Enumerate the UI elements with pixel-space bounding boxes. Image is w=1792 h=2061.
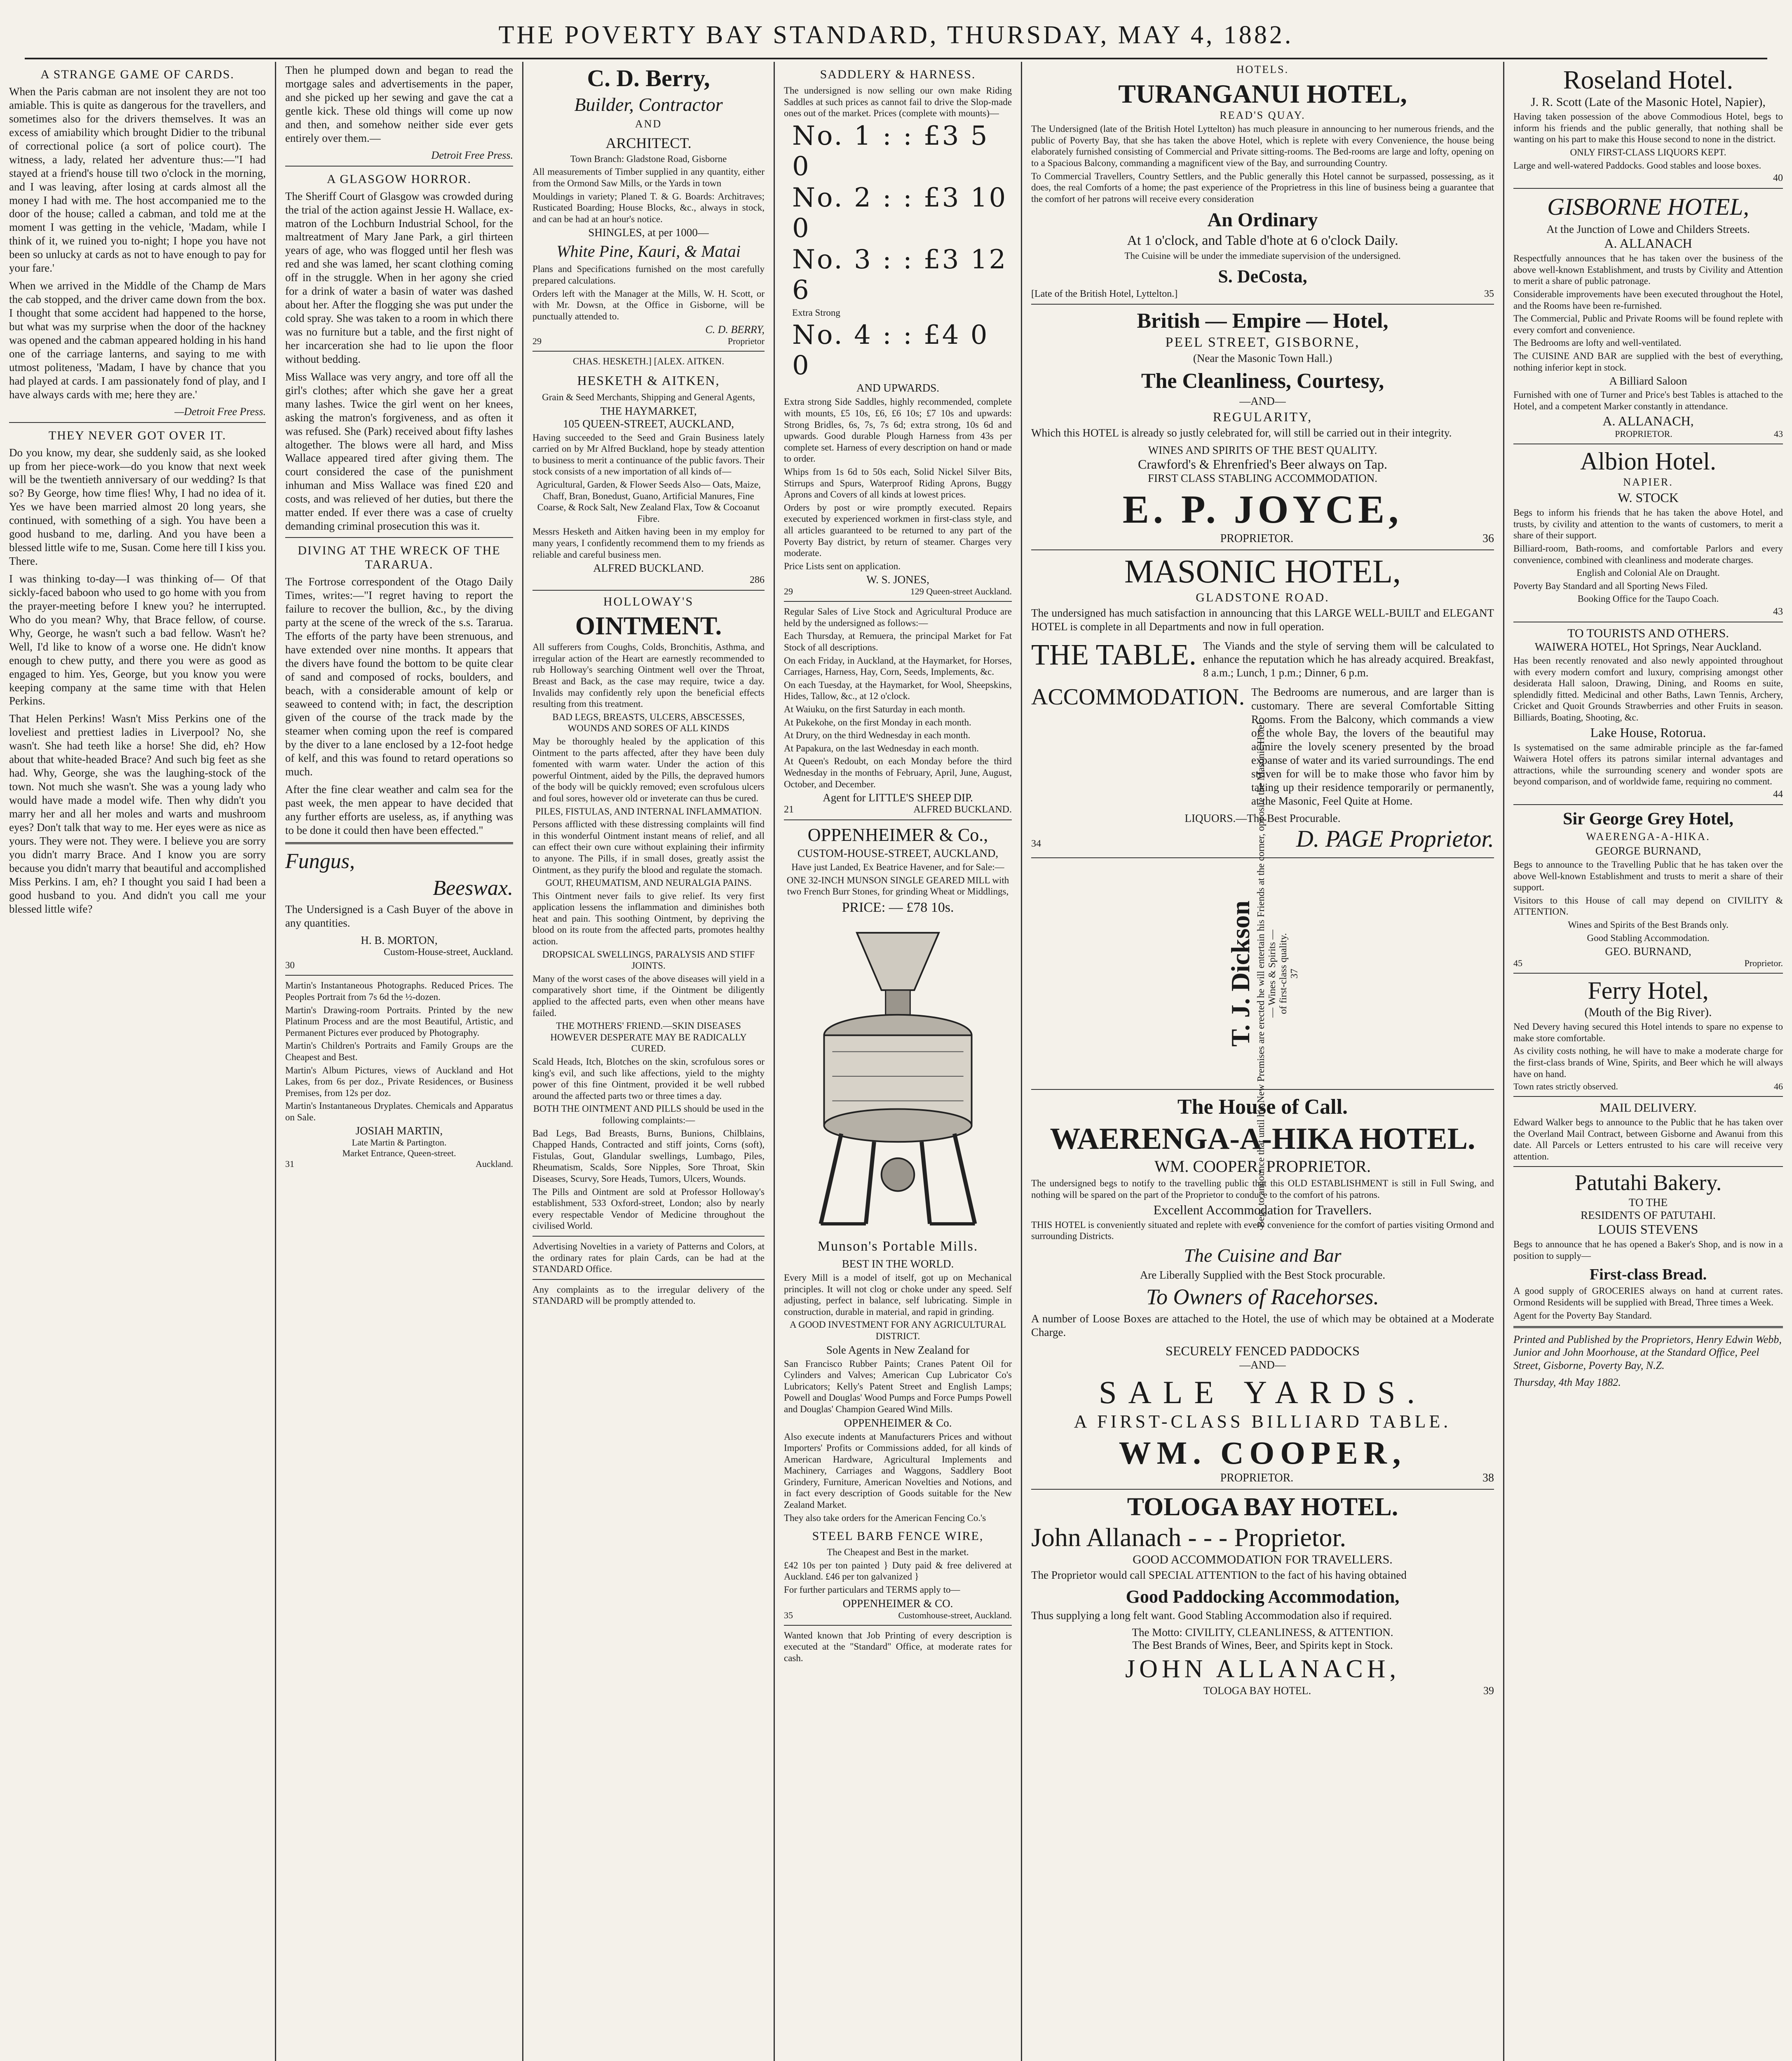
ad-text: Have just Landed, Ex Beatrice Havener, and for Sale:—: [791, 862, 1004, 873]
ad-text: RESIDENTS OF PATUTAHI.: [1581, 1209, 1716, 1222]
divider: [285, 166, 513, 167]
ad-text: At the Junction of Lowe and Childers Streets.: [1546, 223, 1750, 236]
ad-title: A FIRST-CLASS BILLIARD TABLE.: [1074, 1411, 1452, 1432]
ad-name: S. DeCosta,: [1218, 266, 1307, 286]
column-4: [775, 62, 1022, 2061]
column-1: [0, 62, 276, 2061]
ad-title: Ferry Hotel,: [1588, 977, 1709, 1005]
headline: DIVING AT THE WRECK OF THE TARARUA.: [298, 544, 501, 572]
ad-text: Ned Devery having secured this Hotel intends to spare no expense to make store comfortable.: [1513, 1021, 1783, 1043]
ad-title: HOLLOWAY'S: [603, 595, 694, 609]
column-3: [523, 62, 775, 2061]
ad-text: Considerable improvements have been executed throughout the Hotel, and the Rooms have been re-furnished.: [1513, 289, 1783, 311]
ad-title: Roseland Hotel.: [1563, 65, 1733, 94]
ad-text: 129 Queen-street Auckland.: [910, 586, 1012, 597]
ad-name: E. P. JOYCE,: [1122, 487, 1403, 531]
ad-text: Market Entrance, Queen-street.: [342, 1148, 456, 1159]
source-credit: Detroit Free Press.: [431, 149, 513, 161]
divider: [532, 590, 765, 591]
ad-title: Beeswax.: [433, 876, 513, 900]
article-text: Miss Wallace was very angry, and tore off all the girl's clothes; after which she gave her a great many lashes. Twice the girl went on her knees, asking the matron's forgiveness, and as often it was refused. She (Park) received about fifty lashes altogether. The blows were all hard, and Miss Wallace appeared tired after giving them. The court considered the case of the punishment inhuman and Miss Wallace was fined £20 and costs, and was relieved of her duties, but there the matter ended. If ever there was a case of cruelty demanding criminal prosecution this was it.: [285, 370, 513, 533]
ad-title: SALE YARDS.: [1099, 1374, 1426, 1410]
source-credit: —Detroit Free Press.: [174, 405, 266, 418]
ad-text: Has been recently renovated and also newly appointed throughout with every modern comfort and luxury, comprising amongst other desiderata Hall saloon, Drawing, Dining, and Rooms en suite, splendidly fitted. Medicinal and other Baths, Lawn Tennis, Archery, Cricket and Quoit Grounds Strawberries and other Fruits in season. Billiards, Boating, Shooting, &c.: [1513, 655, 1783, 723]
ad-text: READ'S QUAY.: [1220, 109, 1306, 122]
ad-name: A. ALLANACH: [1604, 236, 1692, 251]
article-text: The Sheriff Court of Glasgow was crowded during the trial of the action against Jessie H. Wallace, ex-matron of the Lochburn Industrial School, for the maltreatment of Mary Jane Park, a girl thirteen years of age, who was flogged until her flesh was red and she was lamed, her scant clothing coming off in the struggle. When in her agony she cried for a drink of water a basin of water was dashed about her. After the flogging she was put under the cold spray. She was taken to a room in which there was no furniture but a table, and the first night of her incarceration she had to lie upon the floor without bedding.: [285, 190, 513, 365]
ad-text: AND: [635, 117, 662, 130]
price-line: No. 3 : : £3 12 6: [792, 244, 1008, 305]
ad-text: Poverty Bay Standard and all Sporting News Filed.: [1513, 580, 1708, 591]
ad-text: Thus supplying a long felt want. Good Stabling Accommodation also if required.: [1031, 1609, 1392, 1622]
ad-text: As civility costs nothing, he will have to make a moderate charge for the first-class brands of Wine, Spirits, and Beer which he will always have on hand.: [1513, 1046, 1783, 1079]
ad-text: English and Colonial Ale on Draught.: [1576, 568, 1720, 578]
ad-text: The Bedrooms are lofty and well-ventilated.: [1513, 338, 1682, 348]
sale-item: At Pukekohe, on the first Monday in each month.: [784, 717, 971, 728]
ad-title: C. D. Berry,: [587, 65, 710, 92]
ad-text: The Commercial, Public and Private Rooms will be found replete with every comfort and convenience.: [1513, 313, 1783, 335]
divider: [532, 1279, 765, 1280]
ad-text: (Mouth of the Big River).: [1584, 1005, 1712, 1019]
ad-title: SADDLERY & HARNESS.: [820, 68, 976, 81]
ad-text: GLADSTONE ROAD.: [1196, 590, 1330, 604]
ad-name: J. R. Scott (Late of the Masonic Hotel, Napier),: [1531, 95, 1766, 109]
ad-number: 38: [1482, 1471, 1494, 1484]
ad-title: British — Empire — Hotel,: [1137, 309, 1389, 333]
ad-text: PROPRIETOR.: [1615, 429, 1672, 439]
divider: [1513, 1096, 1783, 1097]
price-line: No. 2 : : £3 10 0: [792, 182, 1008, 244]
ad-name: OPPENHEIMER & CO.: [842, 1597, 953, 1610]
ad-text: Every Mill is a model of itself, got up on Mechanical principles. It will not clog or choke under any speed. Self adjusting, perfect in balance, self lubricating. Simple in construction, durable in material, and rapid in grinding.: [784, 1272, 1012, 1317]
ad-text: WINES AND SPIRITS OF THE BEST QUALITY.: [1148, 444, 1377, 456]
ad-text: The undersigned has much satisfaction in announcing that this LARGE WELL-BUILT and ELEGANT HOTEL is complete in all Departments and now in full operation.: [1031, 606, 1494, 633]
ad-title: TO TOURISTS AND OTHERS.: [1567, 627, 1729, 641]
ad-title: First-class Bread.: [1589, 1266, 1707, 1284]
divider: [1513, 973, 1783, 974]
ad-text: Bad Legs, Bad Breasts, Burns, Bunions, Chilblains, Chapped Hands, Contracted and stiff joints, Corns (soft), Fistulas, Gout, Glandular swellings, Lumbago, Piles, Rheumatism, Scalds, Sore Nipples, Sore Throat, Skin Diseases, Scurvy, Sore Heads, Tumors, Ulcers, Wounds.: [532, 1128, 765, 1184]
sale-item: Each Thursday, at Remuera, the principal Market for Fat Stock of all descriptions.: [784, 631, 1012, 653]
divider: [9, 422, 266, 423]
ad-name: GEORGE BURNAND,: [1595, 844, 1701, 857]
ad-text: Begs to announce that he has opened a Baker's Shop, and is now in a position to supply—: [1513, 1239, 1783, 1261]
ad-text: Whips from 1s 6d to 50s each, Solid Nickel Silver Bits, Stirrups and Spurs, Waterproof Riding Aprons, Buggy Aprons and Covers of all kinds at lowest prices.: [784, 466, 1012, 500]
ad-name: C. D. BERRY,: [705, 324, 765, 336]
ad-number: 35: [1484, 288, 1494, 299]
divider: [784, 819, 1012, 820]
ad-title: OPPENHEIMER & Co.,: [807, 825, 988, 845]
ad-text: Martin's Album Pictures, views of Auckland and Hot Lakes, from 6s per doz., Private Residences, or Business Premises, from 12s per doz.: [285, 1065, 513, 1098]
ad-text: The Pills and Ointment are sold at Professor Holloway's establishment, 533 Oxford-street, London; also by nearly every respectable Vendor of Medicine throughout the civilised World.: [532, 1186, 765, 1231]
ad-text: Many of the worst cases of the above diseases will yield in a comparatively short time, if the Ointment be diligently applied to the affected parts, even when other means have failed.: [532, 973, 765, 1018]
divider: [285, 842, 513, 844]
ad-text: Martin's Drawing-room Portraits. Printed by the new Platinum Process and are the most Beautiful, Artistic, and Permanent Pictures ever produced by Photography.: [285, 1005, 513, 1038]
column-2: [276, 62, 523, 2061]
article-text: After the fine clear weather and calm sea for the past week, the men appear to have decided that any further efforts are useless, as, if anything was to be done it could then have been effected.": [285, 783, 513, 836]
ad-text: ONLY FIRST-CLASS LIQUORS KEPT.: [1570, 147, 1726, 157]
headline: A GLASGOW HORROR.: [327, 172, 471, 186]
ad-number: 35: [784, 1610, 793, 1620]
ad-text: The Best Brands of Wines, Beer, and Spirits kept in Stock.: [1132, 1639, 1393, 1652]
ad-text: Proprietor: [727, 336, 765, 347]
divider: [1031, 304, 1494, 305]
ad-title: The Cleanliness, Courtesy,: [1141, 369, 1384, 393]
ad-text: Orders by post or wire promptly executed. Repairs executed by experienced workmen in first-class style, and all articles guaranteed to be returned to any part of the Poverty Bay district, by return of steamer. Charges very moderate.: [784, 502, 1012, 559]
article-text: When the Paris cabman are not insolent they are not too amiable. This is quite as dangerous for the travellers, and sometimes also for the drivers themselves. It was an excess of amiability which brought Didier to the tribunal of correctional police (a sort of police court). The witness, a lady, related her adventure thus:—"I had stayed at a friend's house till two o'clock in the morning, and I was leaving, after losing at cards almost all the money I had with me. The host accompanied me to the door of the house; called a cabman, and told me at the moment I was getting in the vehicle, 'Madam, while I think of it, we ruined you to-night; I hope you have not been so unlucky at cards as not to have enough to pay for your fare.': [9, 85, 266, 275]
ad-name: A. ALLANACH,: [1602, 413, 1694, 429]
ad-text: Price Lists sent on application.: [784, 561, 901, 571]
mill-illustration: [784, 920, 1012, 1233]
ad-text: Edward Walker begs to announce to the Public that he has taken over the Overland Mail Contract, between Gisborne and Awanui from this date. All Parcels or Letters entrusted to his care will receive very attention.: [1513, 1117, 1783, 1162]
ad-text: Begs to inform his friends that he has taken the above Hotel, and trusts, by civility and attention to the wants of customers, to merit a share of their support.: [1513, 507, 1783, 541]
ad-subhead: BOTH THE OINTMENT AND PILLS should be used in the following complaints:—: [533, 1103, 764, 1125]
ad-number: 31: [285, 1159, 294, 1169]
ad-title: HESKETH & AITKEN,: [577, 373, 720, 388]
divider: [532, 351, 765, 352]
headline: A STRANGE GAME OF CARDS.: [40, 68, 235, 81]
price-line: No. 1 : : £3 5 0: [792, 120, 989, 182]
ad-title: Patutahi Bakery.: [1574, 1170, 1722, 1195]
ad-text: The Undersigned (late of the British Hotel Lyttelton) has much pleasure in announcing to her numerous friends, and the public of Poverty Bay, that she has taken the above Hotel, which is replete with every Convenience, the house being elaborately furnished consisting of Commercial and Private sitting-rooms. The Bed-rooms are large and lofty, opening on to a Spacious Balcony, commanding a magnificent view of the Bay, and surrounding Country.: [1031, 124, 1494, 168]
ad-text: —AND—: [1239, 394, 1286, 407]
ad-text: THE HAYMARKET,: [600, 404, 697, 417]
ad-title: WAERENGA-A-HIKA HOTEL.: [1050, 1122, 1475, 1156]
ad-name: JOSIAH MARTIN,: [355, 1124, 443, 1137]
ad-text: Good Stabling Accommodation.: [1587, 932, 1710, 943]
article-text: The Fortrose correspondent of the Otago Daily Times, writes:—"I regret having to report the failure to recover the bullion, &c., by the diving party at the scene of the wreck of the s.s. Tararua. The efforts of the party have been strenuous, and have extended over nine months. It appears that the divers have found the bottom to be quite clear of sand and composed of rocks, boulders, and beach, with a considerable amount of kelp or seaweed to contend with; in fact, the description given of the course of the track made by the steamer when coming upon the reef is compared by the diver to a lane enclosed by a 12-foot hedge of kelf, and this was found to retard operations so much.: [285, 575, 513, 778]
ad-subhead: A Billiard Saloon: [1609, 375, 1687, 387]
ad-text: Having taken possession of the above Commodious Hotel, begs to inform his friends and the public generally, that nothing shall be wanting on his part to make this House second to none in the district.: [1513, 111, 1783, 145]
ad-text: Customhouse-street, Auckland.: [898, 1610, 1012, 1620]
divider: [532, 1236, 765, 1237]
ad-number: 29: [532, 336, 542, 347]
ad-text: Wines and Spirits of the Best Brands only.: [1568, 919, 1729, 930]
ad-text: Begs to announce to the Travelling Public that he has taken over the above Well-known Establishment and trusts to merit a share of their support.: [1513, 859, 1783, 893]
ad-text: Is systematised on the same admirable principle as the far-famed Waiwera Hotel offers its patrons similar internal advantages and attractions, while the surrounding scenery and wonder spots are beyond comparison, and of worldwide fame, requiring no comment.: [1513, 742, 1783, 787]
ad-text: —AND—: [1239, 1358, 1286, 1371]
ad-title: Fungus,: [285, 849, 355, 873]
ad-text: The Viands and the style of serving them will be calculated to enhance the reputation which he has already acquired. Breakfast, 8 a.m.; Lunch, 1 p.m.; Dinner, 6 p.m.: [1203, 639, 1494, 679]
ad-text: Town rates strictly observed.: [1513, 1081, 1618, 1092]
ad-text: SHINGLES, at per 1000—: [588, 226, 709, 239]
ad-subhead: THE MOTHERS' FRIEND.—SKIN DISEASES HOWEVER DESPERATE MAY BE RADICALLY CURED.: [550, 1021, 747, 1054]
ad-text: Having succeeded to the Seed and Grain Business lately carried on by Mr Alfred Buckland, hope by steady attention to business to merit a continuance of the public favors. Their stock consists of a new importation of all kinds of—: [532, 432, 765, 477]
ad-number: 36: [1482, 532, 1494, 545]
ad-text: Town Branch: Gladstone Road, Gisborne: [570, 153, 727, 164]
ad-text: For further particulars and TERMS apply to—: [784, 1584, 960, 1595]
sale-item: At Papakura, on the last Wednesday in each month.: [784, 743, 979, 754]
ad-text: The Proprietor would call SPECIAL ATTENTION to the fact of his having obtained: [1031, 1568, 1407, 1581]
ad-number: 46: [1774, 1081, 1783, 1092]
ad-title: OINTMENT.: [575, 612, 722, 641]
section-header: HOTELS.: [1236, 63, 1289, 75]
ad-text: The Cheapest and Best in the market.: [827, 1547, 969, 1558]
ad-title: MASONIC HOTEL,: [1124, 553, 1401, 590]
ad-text: Extra Strong: [792, 307, 840, 318]
headline: THEY NEVER GOT OVER IT.: [48, 428, 227, 442]
sale-item: At Waiuku, on the first Saturday in each month.: [784, 704, 965, 715]
ad-number: 37: [1289, 968, 1300, 979]
ad-text: NAPIER.: [1623, 476, 1673, 488]
ad-text: Respectfully announces that he has taken over the business of the above well-known Establishment, and trusts by Civility and Attention to merit a share of public patronage.: [1513, 253, 1783, 286]
ad-number: 34: [1031, 838, 1041, 849]
ad-text: AND UPWARDS.: [856, 382, 940, 394]
ad-text: Orders left with the Manager at the Mills, W. H. Scott, or with Mr. Dowsn, at the Office in Gisborne, will be punctually attended to.: [532, 288, 765, 322]
ad-title: The House of Call.: [1177, 1095, 1348, 1119]
ad-name: T. J. Dickson: [1225, 900, 1255, 1047]
ad-number: 40: [1773, 173, 1783, 184]
ad-text: Agent for LITTLE'S SHEEP DIP.: [823, 791, 973, 804]
ad-text: TO THE: [1628, 1196, 1668, 1209]
ad-text: PROPRIETOR.: [1220, 1471, 1294, 1484]
divider: [784, 1625, 1012, 1626]
ad-text: Regular Sales of Live Stock and Agricultural Produce are held by the undersigned as follows:—: [784, 606, 1012, 628]
ad-title: Albion Hotel.: [1580, 448, 1716, 475]
divider: [1513, 1166, 1783, 1167]
ad-title: TURANGANUI HOTEL,: [1118, 79, 1407, 108]
ad-text: Agricultural, Garden, & Flower Seeds Also— Oats, Maize, Chaff, Bran, Bonedust, Guano, Artificial Manures, Fine Coarse, & Rock Salt, New Zealand Flax, Tow & Cocoanut Fibre.: [536, 479, 761, 524]
ad-text: Mouldings in variety; Planed T. & G. Boards: Architraves; Rusticated Boarding; House Blocks, &c., always in stock, and can be had at an hour's notice.: [532, 191, 765, 224]
ad-text: The undersigned is now selling our own make Riding Saddles at such prices as cannot fail to drive the Slop-made ones out of the market. Prices (complete with mounts)—: [784, 85, 1012, 119]
ad-text: LIQUORS.—The Best Procurable.: [1185, 812, 1341, 824]
ad-name: W. S. JONES,: [866, 573, 929, 586]
ad-subhead: WAIWERA HOTEL, Hot Springs, Near Auckland.: [1534, 641, 1762, 653]
ad-text: Extra strong Side Saddles, highly recommended, complete with mounts, £5 10s, £6, £6 10s; £7 10s and upwards: Strong Bridles, 6s, 7s, 7s 6d; extra strong, 10s 6d and upwards. Good durable Plough Harness from 43s per complete set. Harness of every description on hand or made to order.: [784, 397, 1012, 464]
sale-item: On each Tuesday, at the Haymarket, for Wool, Sheepskins, Hides, Tallow, &c., at 12 o'clock.: [784, 679, 1012, 702]
ad-text: SECURELY FENCED PADDOCKS: [1166, 1343, 1360, 1358]
ad-text: TOLOGA BAY HOTEL.: [1203, 1684, 1311, 1697]
ad-text: of first-class quality.: [1278, 933, 1289, 1014]
ad-text: THIS HOTEL is conveniently situated and replete with every convenience for the comfort of parties visiting Ormond and surrounding Districts.: [1031, 1219, 1494, 1242]
ad-text: Furnished with one of Turner and Price's best Tables is attached to the Hotel, and a competent Marker constantly in attendance.: [1513, 390, 1783, 411]
ad-text: Proprietor.: [1744, 958, 1783, 969]
ad-name: ALFRED BUCKLAND.: [593, 562, 704, 575]
divider: [1031, 1489, 1494, 1490]
article-text: I was thinking to-day—I was thinking of— Of that sickly-faced baboon who used to go home with you from the prayer-meeting before I knew you? he interrupted. Who do you mean? Why, that Brace fellow, of course. Why, George, he wasn't such a bad fellow. Wasn't he? Well, I'd like to know of a worse one. He didn't know enough to chew putty, and there you were as good as engaged to him. Yes, George, but you know you were keeping company at the same time with that Helen Perkins.: [9, 573, 266, 707]
ad-text: Auckland.: [475, 1159, 513, 1169]
ad-text: All sufferers from Coughs, Colds, Bronchitis, Asthma, and irregular action of the Heart are earnestly recommended to rub Holloway's searching Ointment well over the Throat, Breast and Back, as the case may require, twice a day. Invalids may confidently rely upon the beneficial effects resulting from this treatment.: [532, 642, 765, 709]
ad-number: 39: [1483, 1684, 1494, 1697]
ad-name: WM. COOPER,: [1119, 1434, 1407, 1471]
ad-text: CHAS. HESKETH.] [ALEX. AITKEN.: [572, 356, 725, 367]
ad-name: LOUIS STEVENS: [1598, 1222, 1698, 1237]
ad-text: Visitors to this House of call may depend on CIVILITY & ATTENTION.: [1513, 895, 1783, 917]
ad-text: All measurements of Timber supplied in any quantity, either from the Ormond Saw Mills, or the Yards in town: [532, 167, 765, 189]
ad-subhead: GOUT, RHEUMATISM, AND NEURALGIA PAINS.: [545, 878, 752, 888]
ad-text: — Wines & Spirits —: [1267, 930, 1278, 1018]
ad-title: TOLOGA BAY HOTEL.: [1127, 1493, 1398, 1521]
ad-text: [Late of the British Hotel, Lyttelton.]: [1031, 288, 1178, 299]
ad-name: GEO. BURNAND,: [1605, 945, 1691, 958]
ad-title: THE TABLE.: [1031, 638, 1196, 671]
divider: [1513, 188, 1783, 189]
ad-title: An Ordinary: [1207, 209, 1318, 231]
ad-text: WAERENGA-A-HIKA.: [1586, 830, 1710, 843]
ad-text: Martin's Instantaneous Dryplates. Chemicals and Apparatus on Sale.: [285, 1101, 513, 1122]
ad-number: 30: [285, 960, 295, 970]
ad-text: A GOOD INVESTMENT FOR ANY AGRICULTURAL DISTRICT.: [790, 1319, 1006, 1341]
ad-text: Martin's Children's Portraits and Family Groups are the Cheapest and Best.: [285, 1040, 513, 1062]
ad-address: Custom-House-street, Auckland.: [384, 946, 513, 958]
price: PRICE: — £78 10s.: [842, 899, 954, 915]
ad-number: 43: [1773, 429, 1783, 439]
ad-name: WM. COOPER, PROPRIETOR.: [1154, 1157, 1371, 1176]
masthead: THE POVERTY BAY STANDARD, THURSDAY, MAY 4, 1882.: [25, 12, 1767, 59]
ad-text: (Near the Masonic Town Hall.): [1193, 352, 1332, 364]
ad-text: 105 QUEEN-STREET, AUCKLAND,: [563, 417, 734, 430]
divider: [1513, 1326, 1783, 1328]
sale-item: At Queen's Redoubt, on each Monday before the third Wednesday in the months of February, April, June, August, October, and December.: [784, 756, 1012, 789]
divider: [285, 975, 513, 976]
ad-number: 29: [784, 586, 793, 597]
ad-text: The Motto: CIVILITY, CLEANLINESS, & ATTENTION.: [1132, 1626, 1393, 1639]
ad-text: PEEL STREET, GISBORNE,: [1165, 334, 1360, 350]
ad-title: Munson's Portable Mills.: [817, 1238, 978, 1254]
ad-number: 43: [1773, 606, 1783, 617]
ad-name: JOHN ALLANACH,: [1125, 1655, 1400, 1683]
ad-text: Persons afflicted with these distressing complaints will find in this wonderful Ointment instant means of relief, and all can effect their own cure without explaining their infirmity to anyone. The Pills, if in small doses, greatly assist the Ointment, as they purify the blood and regulate the stomach.: [532, 819, 765, 875]
ad-title: To Owners of Racehorses.: [1146, 1284, 1379, 1309]
ad-name: OPPENHEIMER & Co.: [844, 1416, 952, 1429]
column-5: [1022, 62, 1504, 2061]
ad-name: John Allanach - - - Proprietor.: [1031, 1522, 1346, 1552]
divider: [1513, 804, 1783, 805]
ad-text: £42 10s per ton painted } Duty paid & free delivered at Auckland. £46 per ton galvanized }: [784, 1560, 1012, 1582]
ad-text: May be thoroughly healed by the application of this Ointment to the parts affected, after they have been duly fomented with warm water. Under the action of this powerful Ointment, aided by the Pills, the depraved humors of the body will be quickly removed; even scrofulous ulcers and foul sores, however old or inveterate can thus be cured.: [532, 736, 765, 803]
ad-title: Good Paddocking Accommodation,: [1126, 1586, 1400, 1607]
ad-number: 21: [784, 804, 794, 815]
ad-text: REGULARITY,: [1213, 409, 1313, 424]
ad-title: White Pine, Kauri, & Matai: [556, 242, 741, 261]
ad-text: Late Martin & Partington.: [352, 1137, 447, 1148]
ad-title: STEEL BARB FENCE WIRE,: [812, 1529, 984, 1543]
ad-text: Wanted known that Job Printing of every description is executed at the "Standard" Office, at moderate rates for cash.: [784, 1630, 1012, 1663]
ad-title: ACCOMMODATION.: [1031, 684, 1245, 710]
article-text: When we arrived in the Middle of the Champ de Mars the cab stopped, and the driver came down from the box. I thought that some accident had happened to the horse, but what was my surprise when the door of the hackney was opened and the cabman appeared holding in his hand one of the carriage lanterns, and saying to me with utmost politeness, 'Madam, I have by chance that you had played at cards. I am passionately fond of play, and I have always cards with me; here they are.': [9, 279, 266, 401]
ad-text: The CUISINE AND BAR are supplied with the best of everything, nothing inferior kept in stock.: [1513, 350, 1783, 373]
ad-text: The undersigned begs to notify to the travelling public that this OLD ESTABLISHMENT is still in Full Swing, and nothing will be spared on the part of the Proprietor to conduce to the comfort of his patrons.: [1031, 1178, 1494, 1200]
ad-text: Messrs Hesketh and Aitken having been in my employ for many years, I confidently recommend them to my friends as reliable and careful business men.: [532, 526, 765, 560]
ad-text: The Cuisine will be under the immediate supervision of the undersigned.: [1124, 251, 1401, 261]
sale-item: At Drury, on the third Wednesday in each month.: [784, 730, 971, 741]
ad-text: Also execute indents at Manufacturers Prices and without Importers' Profits or Commissions added, for all kinds of American Hardware, Agricultural Implements and Machinery, Carriages and Waggons, Saddlery Boot Grindery, Furniture, American Novelties and Notions, and in fact every description of Goods suitable for the New Zealand Market.: [784, 1431, 1012, 1510]
ad-name: D. PAGE Proprietor.: [1296, 825, 1494, 852]
ad-text: Billiard-room, Bath-rooms, and comfortable Parlors and every convenience, combined with cleanliness and moderate charges.: [1513, 543, 1783, 565]
ad-text: A good supply of GROCERIES always on hand at current rates. Ormond Residents will be supplied with Bread, Three times a Week.: [1513, 1286, 1783, 1307]
ad-text: BEST IN THE WORLD.: [842, 1257, 954, 1270]
ad-text: ONE 32-INCH MUNSON SINGLE GEARED MILL with two French Burr Stones, for grinding Wheat or Middlings,: [786, 875, 1009, 897]
ad-text: Scald Heads, Itch, Blotches on the skin, scrofulous sores or king's evil, and such like affections, yield to the mighty power of this fine Ointment, provided it be well rubbed around the affected parts two or three times a day.: [532, 1056, 765, 1101]
imprint-date: Thursday, 4th May 1882.: [1513, 1376, 1621, 1388]
ad-text: At 1 o'clock, and Table d'hote at 6 o'clock Daily.: [1127, 233, 1398, 249]
ad-text: PROPRIETOR.: [1220, 532, 1294, 545]
ad-title: The Cuisine and Bar: [1184, 1244, 1342, 1266]
ad-title: Sir George Grey Hotel,: [1563, 809, 1733, 829]
ad-text: Which this HOTEL is already so justly celebrated for, will still be carried out in their integrity.: [1031, 426, 1452, 439]
ad-text: This Ointment never fails to give relief. Its very first application lessens the inflammation and diminishes both heat and pain. This soothing Ointment, by depriving the blood on its route from the affected parts, promotes healthy action.: [532, 890, 765, 947]
ad-subhead: Lake House, Rotorua.: [1590, 725, 1706, 740]
ad-text: GOOD ACCOMMODATION FOR TRAVELLERS.: [1133, 1552, 1393, 1566]
ad-subhead: PILES, FISTULAS, AND INTERNAL INFLAMMATION.: [535, 806, 762, 817]
ad-text: Crawford's & Ehrenfried's Beer always on Tap.: [1138, 456, 1387, 472]
divider: [784, 601, 1012, 602]
ad-text: Martin's Instantaneous Photographs. Reduced Prices. The Peoples Portrait from 7s 6d the ½-dozen.: [285, 980, 513, 1002]
ad-number: 44: [1773, 789, 1783, 800]
ad-text: A number of Loose Boxes are attached to the Hotel, the use of which may be obtained at a Moderate Charge.: [1031, 1312, 1494, 1338]
ad-title: ARCHITECT.: [605, 134, 692, 151]
ad-text: They also take orders for the American Fencing Co.'s: [784, 1512, 986, 1523]
ad-title: MAIL DELIVERY.: [1600, 1101, 1697, 1115]
ad-text: Begs to announce that until his New Premises are erected he will entertain his Friends at the corner, opposite the Masonic Hotel.: [1255, 719, 1267, 1228]
ad-text: FIRST CLASS STABLING ACCOMMODATION.: [1148, 472, 1377, 484]
ad-number: 45: [1513, 958, 1522, 969]
ad-text: Any complaints as to the irregular delivery of the STANDARD will be promptly attended to.: [532, 1284, 765, 1306]
ad-text: To Commercial Travellers, Country Settlers, and the Public generally this Hotel cannot be surpassed, possessing, as it does, the real Comforts of a home; the past experience of the Proprietress in this line of business being a guarantee that the comfort of her patrons will receive every consideration: [1031, 171, 1494, 204]
ad-name: ALFRED BUCKLAND.: [913, 804, 1012, 815]
ad-text: Excellent Accommodation for Travellers.: [1153, 1202, 1372, 1217]
ad-title: GISBORNE HOTEL,: [1547, 193, 1749, 221]
ad-title: Builder, Contractor: [574, 94, 723, 115]
price-line: No. 4 : : £4 0 0: [792, 320, 989, 381]
ad-number: 286: [750, 575, 765, 586]
article-text: Do you know, my dear, she suddenly said, as she looked up from her piece-work—do you know that next week will be the twentieth anniversary of our wedding? Is that so? By George, how time flies! Why, I had no idea of it. Yes we have been married almost 20 long years, she continued, with something of a sigh. You have been a good husband to me, darling. And you have been a blessed little wife to me, Susan. Come here till I kiss you. There.: [9, 446, 266, 568]
ad-text: Are Liberally Supplied with the Best Stock procurable.: [1140, 1268, 1386, 1281]
ad-text: Agent for the Poverty Bay Standard.: [1513, 1310, 1652, 1321]
ad-text: Plans and Specifications furnished on the most carefully prepared calculations.: [532, 264, 765, 286]
ad-text: San Francisco Rubber Paints; Cranes Patent Oil for Cylinders and Valves; American Cup Lubricator Co's Lubricators; Kelly's Patent Street and English Lamps; Powell and Douglas' Wood Pumps and Force Pumps Powell and Douglas' Champion Geared Wind Mills.: [784, 1358, 1012, 1414]
ad-text: Advertising Novelties in a variety of Patterns and Colors, at the ordinary rates for plain Cards, can be had at the STANDARD Office.: [532, 1241, 765, 1275]
article-text: Then he plumped down and began to read the mortgage sales and advertisements in the paper, and she picked up her sewing and gave the cat a gentle kick. These old things will come up now and then, and somehow neither side ever gets entirely over them.—: [285, 64, 513, 144]
ad-name: W. STOCK: [1618, 490, 1679, 505]
ad-text: The Undersigned is a Cash Buyer of the above in any quantities.: [285, 903, 513, 929]
printer-imprint: Printed and Published by the Proprietors, Henry Edwin Webb, Junior and John Moorhouse, at the Standard Office, Peel Street, Gisborne, Poverty Bay, N.Z.: [1513, 1333, 1782, 1371]
ad-subhead: DROPSICAL SWELLINGS, PARALYSIS AND STIFF JOINTS.: [542, 949, 755, 971]
divider: [1031, 549, 1494, 550]
sale-item: On each Friday, in Auckland, at the Haymarket, for Horses, Carriages, Harness, Hay, Corn, Seeds, Implements, &c.: [784, 655, 1012, 677]
ad-subhead: BAD LEGS, BREASTS, ULCERS, ABSCESSES, WOUNDS AND SORES OF ALL KINDS: [552, 711, 745, 734]
column-6: [1504, 62, 1792, 2061]
article-text: That Helen Perkins! Wasn't Miss Perkins one of the loveliest and prettiest ladies in Liverpool? No, she wasn't. She had teeth like a horse! She did, eh? How about that white-headed Brace? And such big feet as she had. Why, George, she was the laughing-stock of the town. Not much she wasn't. She was a young lady who would have made a model wife. Then why didn't you marry her and all her moles and warts and mushroom eyes? Don't talk that way to me. Her eyes were as nice as yours. They were not. They were. I believe you are sorry you didn't marry Brace. And I know you are sorry because you didn't marry that beautiful and accomplished Miss Perkins. I am, eh? I thought you said I had been a good husband to you. And didn't you call me your blessed little wife?: [9, 712, 266, 915]
ad-name: H. B. MORTON,: [361, 934, 438, 946]
ad-text: Large and well-watered Paddocks. Good stables and loose boxes.: [1513, 160, 1762, 171]
ad-text: The Bedrooms are numerous, and are larger than is customary. There are several Comfortable Sitting Rooms. From the Balcony, which commands a view of the whole Bay, the lovers of the beautiful may admire the lovely scenery presented by the broad expanse of water and its varied surroundings. The end striven for will be to make those who favor him by taking up their residence temporarily or permanently, at the Masonic, Feel Quite at Home.: [1251, 686, 1494, 807]
ad-text: Grain & Seed Merchants, Shipping and General Agents,: [542, 392, 755, 403]
ad-text: Sole Agents in New Zealand for: [826, 1343, 970, 1356]
ad-text: CUSTOM-HOUSE-STREET, AUCKLAND,: [797, 847, 999, 860]
ad-text: Booking Office for the Taupo Coach.: [1577, 594, 1719, 604]
divider: [285, 537, 513, 538]
